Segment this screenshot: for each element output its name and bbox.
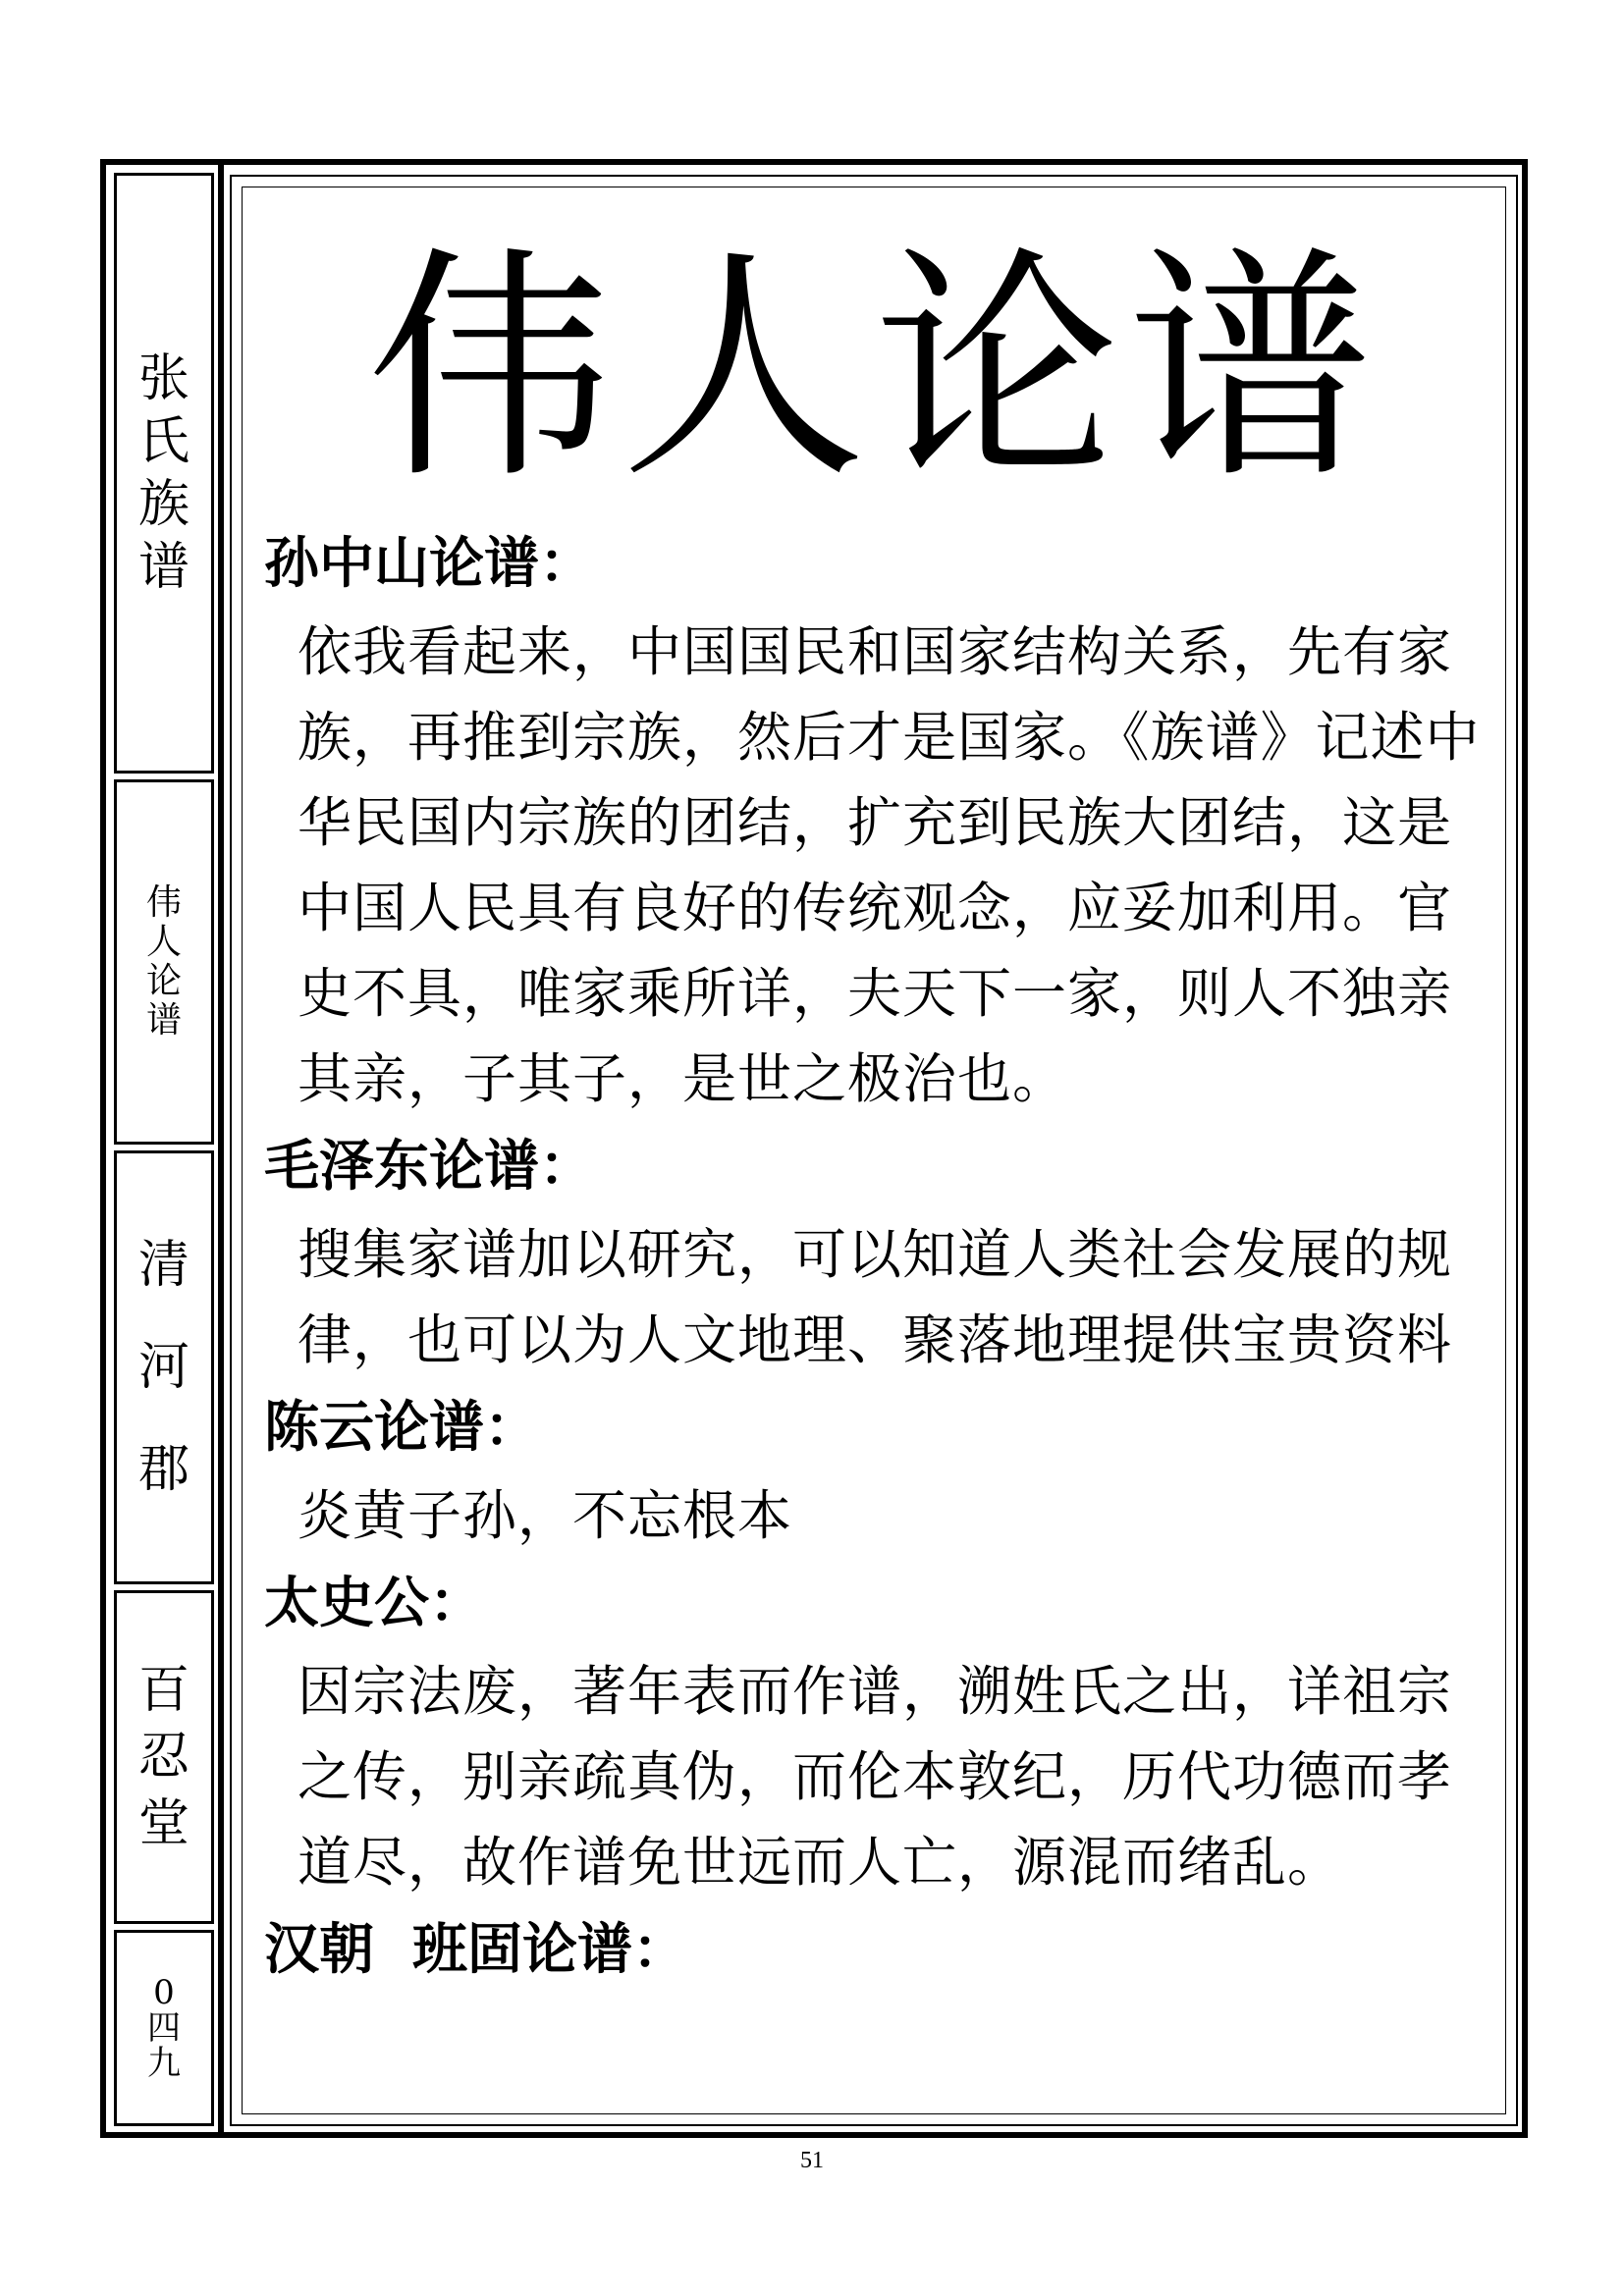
book-title-char: 氏 — [137, 412, 189, 471]
section-text-taishigong: 因宗法废，著年表而作谱，溯姓氏之出，详祖宗之传，别亲疏真伪，而伦本敦纪，历代功德而孝道尽，故作谱免世远而人亡，源混而绪乱。 — [298, 1660, 1453, 1894]
sidebar-prefecture — [114, 1150, 214, 1584]
sidebar — [106, 165, 224, 2132]
section-heading-sun: 孙中山论谱： — [264, 532, 594, 596]
book-title-char: 族 — [137, 475, 189, 534]
page-frame — [100, 159, 1528, 2138]
hall-char: 忍 — [137, 1728, 189, 1787]
sidebar-book-title — [114, 173, 214, 774]
page-label-char: 四 — [147, 2008, 181, 2048]
prefecture-char: 郡 — [137, 1440, 189, 1499]
main-inner-border — [242, 187, 1506, 2114]
page-label-char: 九 — [147, 2044, 181, 2083]
section-title-char: 谱 — [145, 1000, 182, 1041]
section-text-mao: 搜集家谱加以研究，可以知道人类社会发展的规律，也可以为人文地理、聚落地理提供宝贵资料 — [298, 1223, 1453, 1371]
hall-char: 百 — [137, 1661, 189, 1720]
sidebar-page-label — [114, 1930, 214, 2126]
section-heading-bangu: 汉朝 班固论谱： — [264, 1918, 687, 1982]
section-heading-chen: 陈云论谱： — [264, 1396, 539, 1460]
section-text-sun: 依我看起来，中国国民和国家结构关系，先有家族，再推到宗族，然后才是国家。《族谱》记述中华民国内宗族的团结，扩充到民族大团结，这是中国人民具有良好的传统观念，应妥加利用。官史不具，唯家乘所详，夫天下一家，则人不独亲其亲，子其子，是世之极治也。 — [298, 620, 1481, 1110]
section-title-char: 伟 — [145, 882, 182, 923]
sidebar-section-title — [114, 779, 214, 1145]
section-heading-mao: 毛泽东论谱： — [264, 1135, 594, 1199]
book-title-char: 张 — [137, 349, 189, 408]
content — [264, 519, 1499, 1996]
page-label-char: 0 — [153, 1973, 175, 2012]
main-panel — [230, 175, 1518, 2126]
section-heading-taishigong: 太史公： — [264, 1572, 484, 1635]
section-title-char: 论 — [145, 961, 182, 1001]
page-number: 51 — [800, 2148, 824, 2173]
book-title-char: 谱 — [137, 538, 189, 597]
section-text-chen: 炎黄子孙，不忘根本 — [298, 1484, 793, 1547]
sidebar-hall — [114, 1590, 214, 1924]
hall-char: 堂 — [137, 1794, 189, 1853]
prefecture-char: 河 — [137, 1338, 189, 1397]
page-title: 伟人论谱 — [367, 226, 1380, 511]
section-title-char: 人 — [145, 922, 182, 962]
prefecture-char: 清 — [137, 1236, 189, 1295]
